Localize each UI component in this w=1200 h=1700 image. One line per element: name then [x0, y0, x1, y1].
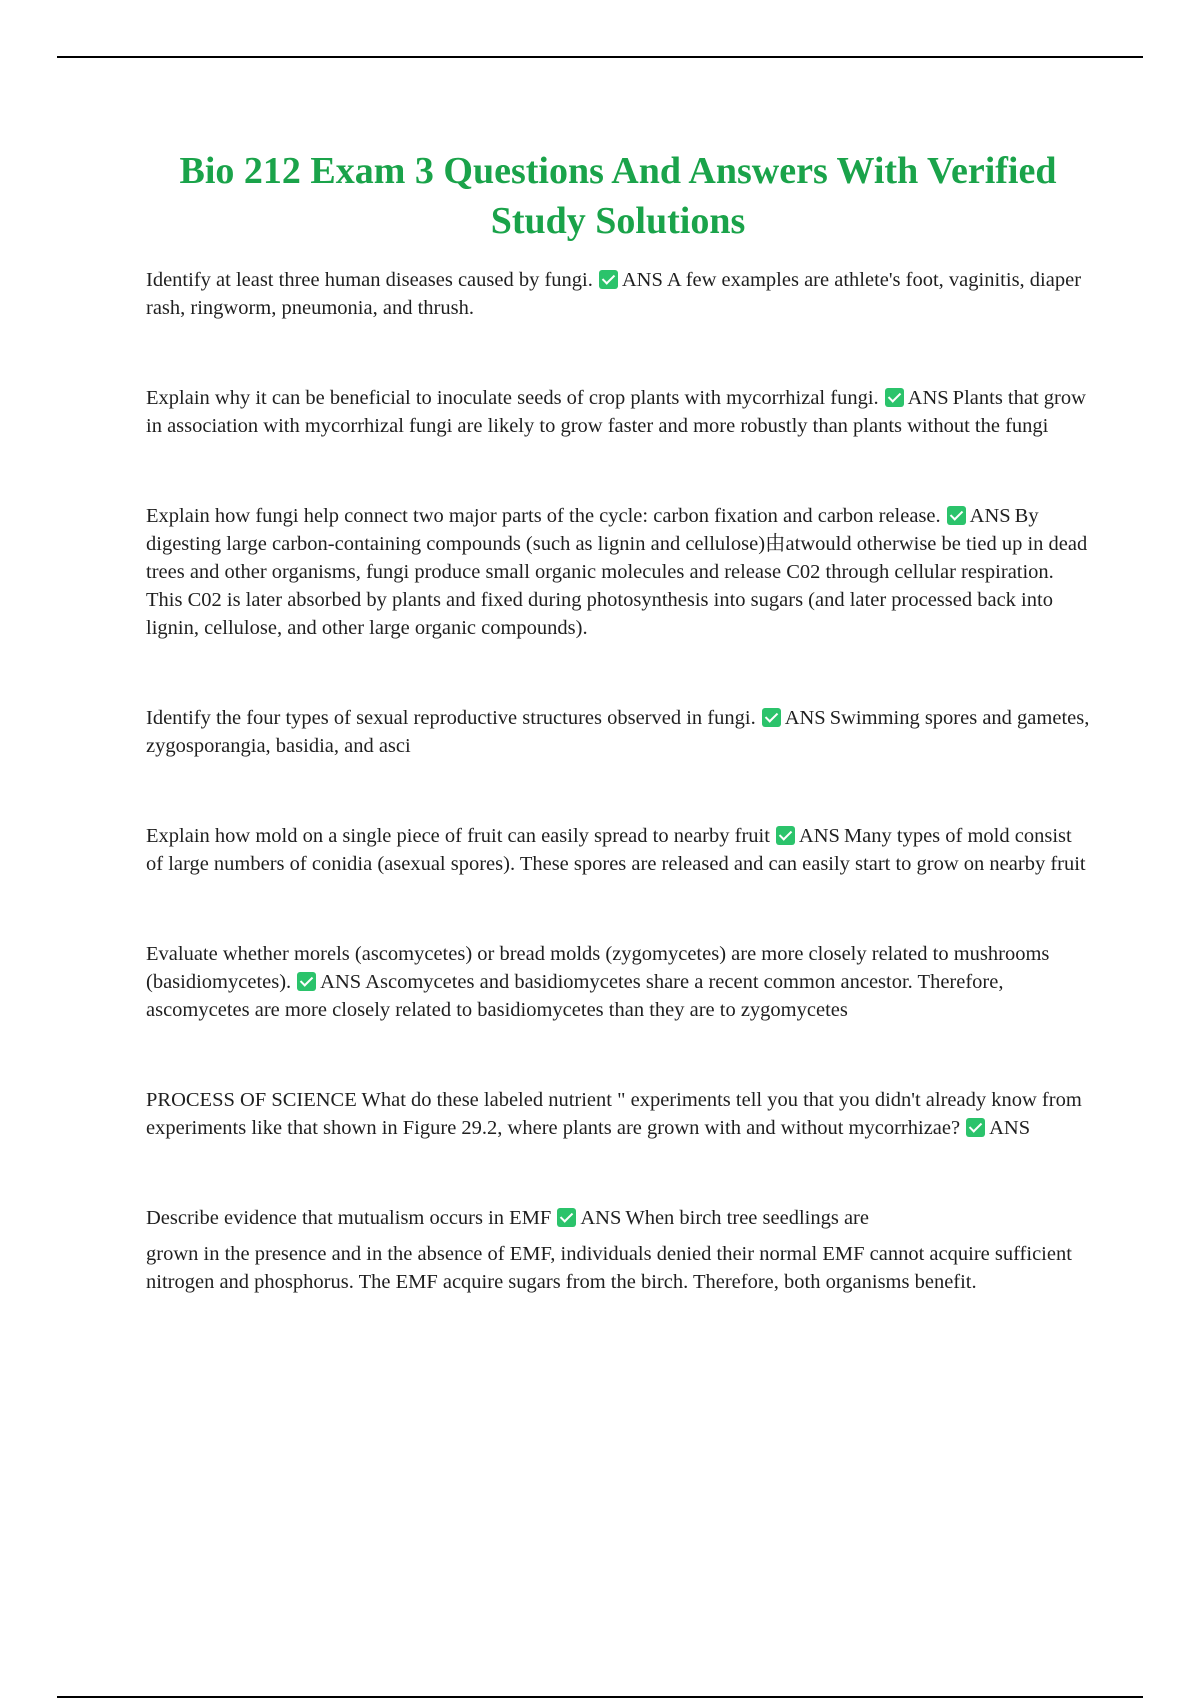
answer-marker: ANS — [320, 971, 362, 993]
qa-item-2 — [146, 384, 1090, 440]
question-text: Explain how mold on a single piece of fruit can easily spread to nearby fruit — [146, 825, 770, 847]
answer-text: When birch tree seedlings are — [625, 1207, 869, 1229]
answer-marker: ANS — [784, 707, 826, 729]
qa-item-1 — [146, 266, 1090, 322]
answer-text: Plants that grow in association with mycorrhizal fungi are likely to grow faster and more robustly than plants without the fungi — [146, 387, 1086, 437]
question-text: Describe evidence that mutualism occurs in EMF — [146, 1207, 552, 1229]
checkmark-icon — [762, 708, 781, 727]
answer-marker: ANS — [989, 1117, 1031, 1139]
answer-text: Many types of mold consist of large numbers of conidia (asexual spores). These spores are released and can easily start to grow on nearby fruit — [146, 825, 1086, 875]
document-body — [146, 146, 1090, 1296]
bottom-rule — [57, 1696, 1143, 1698]
question-text: Explain why it can be beneficial to inoculate seeds of crop plants with mycorrhizal fungi. — [146, 387, 879, 409]
checkmark-icon — [599, 270, 618, 289]
checkmark-icon — [776, 826, 795, 845]
answer-marker: ANS — [798, 825, 840, 847]
question-text: Explain how fungi help connect two major parts of the cycle: carbon fixation and carbon release. — [146, 505, 941, 527]
answer-text: By digesting large carbon-containing compounds (such as lignin and cellulose)由atwould otherwise be tied up in dead trees and other organisms, fungi produce small organic molecules and release C02 through cellular respiration. This C02 is later absorbed by plants and fixed during photosynthesis into sugars (and later processed back into lignin, cellulose, and other large organic compounds). — [146, 505, 1088, 639]
qa-item-7 — [146, 1086, 1090, 1142]
qa-item-5 — [146, 822, 1090, 878]
top-rule — [57, 56, 1143, 58]
question-text: PROCESS OF SCIENCE What do these labeled nutrient " experiments tell you that you didn't already know from experiments like that shown in Figure 29.2, where plants are grown with and without mycorrhizae? — [146, 1089, 1082, 1139]
qa-item-4 — [146, 704, 1090, 760]
qa-item-3 — [146, 502, 1090, 642]
answer-marker: ANS — [580, 1207, 622, 1229]
checkmark-icon — [557, 1208, 576, 1227]
question-text: Identify the four types of sexual reproductive structures observed in fungi. — [146, 707, 756, 729]
checkmark-icon — [885, 388, 904, 407]
answer-marker: ANS — [969, 505, 1011, 527]
checkmark-icon — [947, 506, 966, 525]
question-text: Identify at least three human diseases caused by fungi. — [146, 269, 593, 291]
answer-text: Ascomycetes and basidiomycetes share a recent common ancestor. Therefore, ascomycetes are more closely related to basidiomycetes than they are to zygomycetes — [146, 971, 1004, 1021]
qa-item-8 — [146, 1204, 1090, 1232]
document-title: Bio 212 Exam 3 Questions And Answers With Verified Study Solutions — [179, 150, 1057, 242]
answer-text: A few examples are athlete's foot, vaginitis, diaper rash, ringworm, pneumonia, and thrush. — [146, 269, 1082, 319]
question-text: Evaluate whether morels (ascomycetes) or bread molds (zygomycetes) are more closely related to mushrooms (basidiomycetes). — [146, 943, 1050, 993]
qa-item-6 — [146, 940, 1090, 1024]
checkmark-icon — [966, 1118, 985, 1137]
answer-marker: ANS — [621, 269, 663, 291]
checkmark-icon — [297, 972, 316, 991]
answer-text: Swimming spores and gametes, zygosporangia, basidia, and asci — [146, 707, 1090, 757]
answer-continuation: grown in the presence and in the absence of EMF, individuals denied their normal EMF cannot acquire sufficient nitrogen and phosphorus. The EMF acquire sugars from the birch. Therefore, both organisms benefit. — [146, 1243, 1072, 1293]
answer-marker: ANS — [907, 387, 949, 409]
